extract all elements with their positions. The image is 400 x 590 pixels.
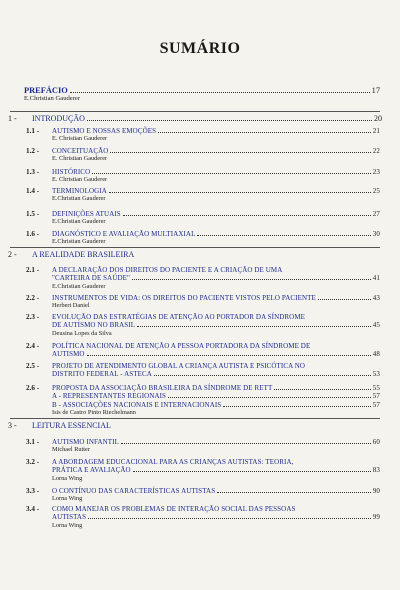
entry-title-line — [52, 487, 380, 495]
entry-number: 3.4 - — [26, 505, 40, 513]
entry-title: A - REPRESENTANTES REGIONAIS — [52, 392, 167, 401]
entry-number: 2.1 - — [26, 266, 40, 274]
entry-author: E. Christian Gauderer — [52, 176, 108, 184]
entry-page: 43 — [372, 294, 380, 302]
chapter-label: INTRODUÇÃO — [32, 114, 85, 123]
entry-title-line — [52, 350, 380, 358]
leader-dots — [197, 235, 370, 236]
entry-title-line — [52, 230, 380, 238]
leader-dots — [110, 152, 370, 153]
entry-number: 2.3 - — [26, 313, 40, 321]
chapter-page: 20 — [374, 114, 382, 123]
entry-page: 30 — [372, 230, 380, 238]
entry-title-line — [52, 342, 380, 350]
entry-title: O CONTÍNUO DAS CARACTERÍSTICAS AUTISTAS — [52, 487, 216, 495]
entry-number: 2.4 - — [26, 342, 40, 350]
entry-title: CONCEITUAÇÃO — [52, 147, 109, 155]
chapter-number: 1 - — [8, 114, 17, 123]
entry-title-line — [52, 321, 380, 329]
leader-dots — [123, 215, 371, 216]
entry-author: E. Christian Gauderer — [52, 135, 108, 143]
divider — [10, 247, 380, 248]
entry-page: 22 — [372, 147, 380, 155]
entry-title: DE AUTISMO NO BRASIL — [52, 321, 136, 330]
entry-author: Isis de Castro Pinto Riechelmann — [52, 409, 136, 417]
entry-page: 41 — [372, 274, 380, 283]
entry-title-line — [52, 168, 380, 176]
entry-title: A DECLARAÇÃO DOS DIREITOS DO PACIENTE E A CRIAÇÃO DE UMA — [52, 266, 283, 274]
leader-dots — [223, 406, 371, 407]
entry-title-line — [52, 505, 380, 513]
entry-number: 1.1 - — [26, 127, 40, 135]
entry-author: Deusina Lopes da Silva — [52, 329, 112, 337]
chapter-2 — [8, 250, 382, 259]
leader-dots — [274, 389, 370, 390]
prefacio-entry — [24, 86, 380, 102]
leader-dots — [217, 492, 371, 493]
entry-author: E.Christian Gauderer — [52, 218, 106, 226]
entry-page: 60 — [372, 438, 380, 446]
entry-number: 2.2 - — [26, 294, 40, 302]
entry-number: 1.6 - — [26, 230, 40, 238]
entry-title-line — [52, 294, 380, 302]
entry-author: E.Christian Gauderer — [52, 238, 106, 246]
entry-title: PRÁTICA E AVALIAÇÃO — [52, 466, 131, 475]
entry-title-line — [52, 147, 380, 155]
entry-title-line — [52, 370, 380, 378]
chapter-3 — [8, 421, 382, 430]
entry-title-line — [52, 274, 380, 282]
entry-title: DIAGNÓSTICO E AVALIAÇÃO MULTIAXIAL — [52, 230, 196, 238]
entry-page: 45 — [372, 321, 380, 330]
chapter-1 — [8, 114, 382, 123]
entry-title: "CARTEIRA DE SAÚDE" — [52, 274, 130, 283]
leader-dots — [158, 132, 371, 133]
divider — [10, 111, 380, 112]
entry-number: 1.2 - — [26, 147, 40, 155]
entry-title: AUTISMO INFANTIL — [52, 438, 119, 446]
leader-dots — [132, 279, 371, 280]
entry-page: 99 — [372, 513, 380, 522]
leader-dots — [87, 120, 372, 121]
entry-title-line — [52, 384, 380, 392]
entry-title-line — [52, 438, 380, 446]
leader-dots — [88, 518, 371, 519]
entry-title-line — [52, 127, 380, 135]
entry-title: AUTISTAS — [52, 513, 87, 522]
entry-author: E.Christian Gauderer — [52, 282, 106, 290]
entry-title-line — [52, 466, 380, 474]
entry-title: POLÍTICA NACIONAL DE ATENÇÃO A PESSOA PORTADORA DA SÍNDROME DE — [52, 342, 311, 350]
entry-author: Lorna Wing — [52, 474, 83, 482]
entry-page: 25 — [372, 187, 380, 195]
entry-page: 23 — [372, 168, 380, 176]
page-title: SUMÁRIO — [159, 40, 241, 57]
leader-dots — [318, 299, 371, 300]
entry-title-line — [52, 313, 380, 321]
entry-title-line — [52, 266, 380, 274]
entry-page: 55 — [372, 384, 380, 392]
entry-page: 21 — [372, 127, 380, 135]
entry-title: TERMINOLOGIA — [52, 187, 107, 195]
entry-title-line — [52, 401, 380, 409]
entry-author: E.Christian Gauderer — [52, 195, 106, 203]
entry-author: Lorna Wing — [52, 495, 83, 503]
leader-dots — [87, 355, 371, 356]
entry-title: AUTISMO — [52, 350, 85, 359]
leader-dots — [70, 92, 370, 93]
entry-author: Michael Rutter — [52, 446, 90, 454]
entry-title-line — [52, 458, 380, 466]
entry-title-line — [52, 362, 380, 370]
leader-dots — [109, 192, 371, 193]
entry-page: 53 — [372, 370, 380, 379]
entry-title-line — [52, 210, 380, 218]
entry-page: 48 — [372, 350, 380, 359]
entry-title-line — [52, 513, 380, 521]
entry-title: B - ASSOCIAÇÕES NACIONAIS E INTERNACIONAIS — [52, 400, 222, 409]
entry-title-line — [52, 187, 380, 195]
entry-title: EVOLUÇÃO DAS ESTRATÉGIAS DE ATENÇÃO AO PORTADOR DA SÍNDROME — [52, 313, 306, 321]
entry-title: A ABORDAGEM EDUCACIONAL PARA AS CRIANÇAS AUTISTAS: TEORIA, — [52, 458, 294, 466]
prefacio-label: PREFÁCIO — [24, 86, 68, 95]
prefacio-author: E.Christian Gauderer — [24, 95, 81, 102]
leader-dots — [154, 375, 371, 376]
entry-number: 1.5 - — [26, 210, 40, 218]
divider — [10, 418, 380, 419]
entry-page: 90 — [372, 487, 380, 495]
entry-number: 3.2 - — [26, 458, 40, 466]
entry-number: 1.3 - — [26, 168, 40, 176]
entry-page: 27 — [372, 210, 380, 218]
entry-number: 3.1 - — [26, 438, 40, 446]
entry-title: COMO MANEJAR OS PROBLEMAS DE INTERAÇÃO SOCIAL DAS PESSOAS — [52, 505, 296, 513]
entry-title: HISTÓRICO — [52, 168, 91, 176]
entry-title: PROJETO DE ATENDIMENTO GLOBAL A CRIANÇA AUTISTA E PSICÓTICA NO — [52, 362, 306, 370]
entry-author: E. Christian Gauderer — [52, 155, 108, 163]
entry-number: 1.4 - — [26, 187, 40, 195]
chapter-label: A REALIDADE BRASILEIRA — [32, 250, 135, 259]
chapter-label: LEITURA ESSENCIAL — [32, 421, 111, 430]
entry-title: AUTISMO E NOSSAS EMOÇÕES — [52, 127, 157, 135]
entry-title: PROPOSTA DA ASSOCIAÇÃO BRASILEIRA DA SÍNDROME DE RETT — [52, 384, 273, 392]
leader-dots — [121, 443, 371, 444]
chapter-number: 2 - — [8, 250, 17, 259]
entry-number: 2.5 - — [26, 362, 40, 370]
leader-dots — [133, 471, 371, 472]
leader-dots — [137, 326, 371, 327]
entry-number: 2.6 - — [26, 384, 40, 392]
entry-title: DEFINIÇÕES ATUAIS — [52, 210, 121, 218]
entry-author: Herbert Daniel — [52, 302, 90, 310]
prefacio-page: 17 — [371, 86, 380, 95]
entry-page: 57 — [372, 400, 380, 409]
entry-author: Lorna Wing — [52, 521, 83, 529]
entry-page: 83 — [372, 466, 380, 475]
leader-dots — [168, 397, 371, 398]
entry-title: DISTRITO FEDERAL - ASTECA — [52, 370, 152, 379]
entry-title: INSTRUMENTOS DE VIDA: OS DIREITOS DO PACIENTE VISTOS PELO PACIENTE — [52, 294, 316, 302]
chapter-number: 3 - — [8, 421, 17, 430]
leader-dots — [92, 173, 371, 174]
entry-page: 57 — [372, 392, 380, 401]
entry-title-line — [52, 392, 380, 400]
entry-number: 3.3 - — [26, 487, 40, 495]
